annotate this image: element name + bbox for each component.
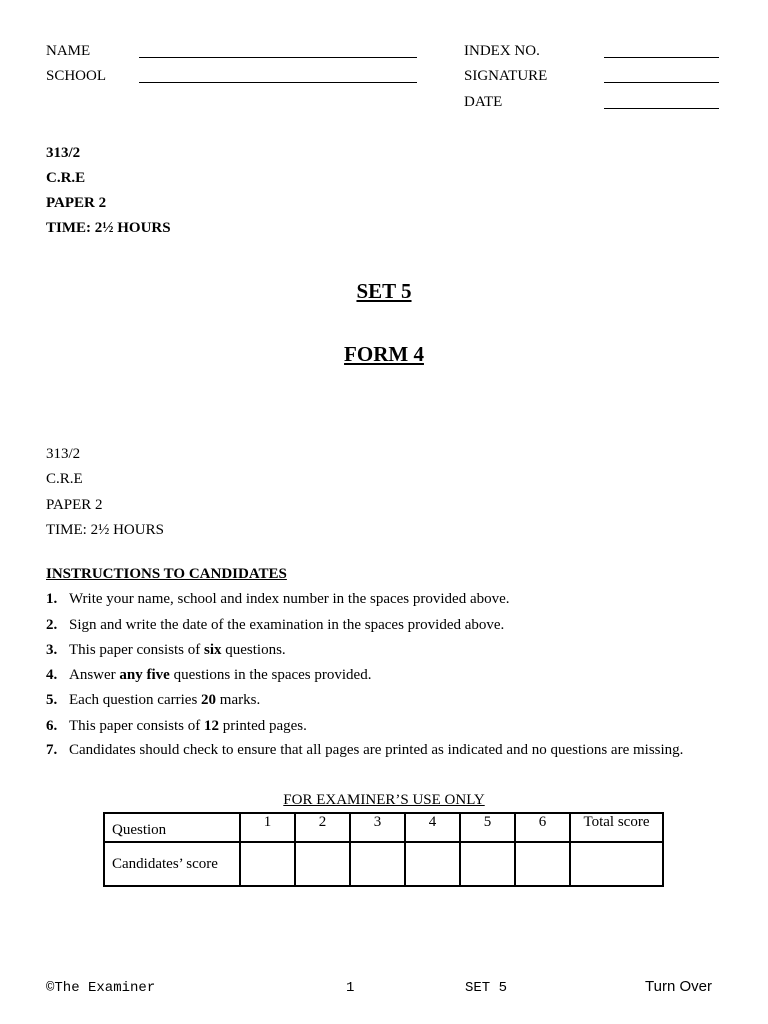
instruction-text-bold: six bbox=[203, 642, 222, 658]
time: TIME: 2½ HOURS bbox=[46, 522, 164, 538]
instruction-text-post: questions. bbox=[221, 642, 286, 658]
name-field-line[interactable] bbox=[139, 57, 417, 58]
score-cell-q3[interactable] bbox=[350, 842, 405, 886]
score-cell-q4[interactable] bbox=[405, 842, 460, 886]
instruction-item bbox=[46, 742, 683, 759]
signature-field-line[interactable] bbox=[604, 82, 719, 83]
footer-copyright: ©The Examiner bbox=[46, 980, 156, 996]
instruction-text: Sign and write the date of the examination in the spaces provided above. bbox=[69, 617, 505, 633]
paper-number: PAPER 2 bbox=[46, 497, 103, 513]
index-field-line[interactable] bbox=[604, 57, 719, 58]
instruction-text: Candidates should check to ensure that all pages are printed as indicated and no questions are missing. bbox=[69, 742, 684, 758]
date-label: DATE bbox=[464, 94, 503, 110]
instruction-number: 4. bbox=[46, 667, 58, 683]
instruction-number: 5. bbox=[46, 692, 58, 708]
examiner-score-table bbox=[103, 812, 664, 887]
instruction-text: Write your name, school and index number in the spaces provided above. bbox=[69, 591, 510, 607]
footer-turn-over: Turn Over bbox=[645, 978, 712, 995]
instruction-text-pre: This paper consists of bbox=[69, 718, 204, 734]
paper-code: 313/2 bbox=[46, 446, 81, 462]
instruction-number: 6. bbox=[46, 718, 58, 734]
subject-bold: C.R.E bbox=[46, 170, 86, 186]
question-row-label: Question bbox=[104, 813, 240, 842]
instruction-number: 3. bbox=[46, 642, 58, 658]
form-title: FORM 4 bbox=[344, 342, 424, 366]
instruction-item bbox=[46, 692, 260, 709]
instruction-text-bold: 20 bbox=[201, 692, 217, 708]
instruction-text-pre: Each question carries bbox=[69, 692, 202, 708]
subject: C.R.E bbox=[46, 471, 83, 487]
footer-set: SET 5 bbox=[465, 980, 508, 996]
table-row-questions bbox=[104, 813, 663, 842]
instruction-text-pre: Answer bbox=[69, 667, 120, 683]
total-score-header: Total score bbox=[570, 813, 663, 842]
paper-number-bold: PAPER 2 bbox=[46, 195, 107, 211]
question-number: 2 bbox=[295, 813, 350, 842]
instruction-text-pre: This paper consists of bbox=[69, 642, 204, 658]
instruction-item bbox=[46, 718, 307, 735]
score-cell-total[interactable] bbox=[570, 842, 663, 886]
instruction-text-post: questions in the spaces provided. bbox=[169, 667, 372, 683]
question-number: 1 bbox=[240, 813, 295, 842]
signature-label: SIGNATURE bbox=[464, 68, 548, 84]
instruction-text-post: printed pages. bbox=[218, 718, 307, 734]
instruction-text-post: marks. bbox=[216, 692, 261, 708]
question-number: 5 bbox=[460, 813, 515, 842]
score-cell-q2[interactable] bbox=[295, 842, 350, 886]
table-row-scores bbox=[104, 842, 663, 886]
score-cell-q1[interactable] bbox=[240, 842, 295, 886]
instruction-item bbox=[46, 667, 371, 684]
index-label: INDEX NO. bbox=[464, 43, 540, 59]
paper-code-bold: 313/2 bbox=[46, 145, 81, 161]
instruction-number: 2. bbox=[46, 617, 58, 633]
school-field-line[interactable] bbox=[139, 82, 417, 83]
instruction-item bbox=[46, 642, 286, 659]
footer-page-number: 1 bbox=[346, 980, 355, 996]
score-cell-q5[interactable] bbox=[460, 842, 515, 886]
instruction-number: 1. bbox=[46, 591, 58, 607]
name-label: NAME bbox=[46, 43, 91, 59]
instructions-heading: INSTRUCTIONS TO CANDIDATES bbox=[46, 566, 287, 582]
date-field-line[interactable] bbox=[604, 108, 719, 109]
instruction-item bbox=[46, 617, 504, 634]
instruction-number: 7. bbox=[46, 742, 58, 758]
examiner-table-caption: FOR EXAMINER’S USE ONLY bbox=[283, 792, 485, 808]
score-cell-q6[interactable] bbox=[515, 842, 570, 886]
instruction-text-bold: 12 bbox=[203, 718, 219, 734]
instruction-text-bold: any five bbox=[119, 667, 170, 683]
candidates-score-label: Candidates’ score bbox=[104, 842, 240, 886]
question-number: 6 bbox=[515, 813, 570, 842]
time-bold: TIME: 2½ HOURS bbox=[46, 220, 171, 236]
instruction-item bbox=[46, 591, 510, 608]
question-number: 3 bbox=[350, 813, 405, 842]
set-title: SET 5 bbox=[356, 279, 412, 303]
school-label: SCHOOL bbox=[46, 68, 107, 84]
question-number: 4 bbox=[405, 813, 460, 842]
